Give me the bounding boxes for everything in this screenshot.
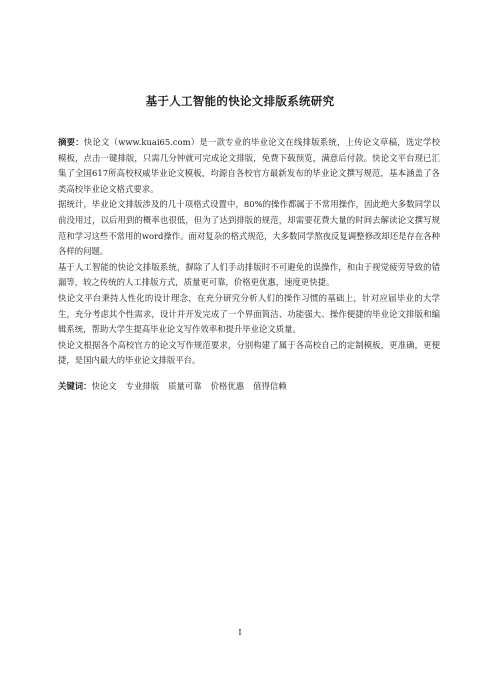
keyword: 值得信赖 (253, 380, 287, 391)
keyword: 快论文 (91, 380, 117, 391)
abstract-paragraph-4: 快论文平台秉持人性化的设计理念，在充分研究分析人们的操作习惯的基础上，针对应届毕业的大学生，充分考虑其个性需求，设计并开发完成了一个界面简洁、功能强大、操作便捷的毕业论文排版和编辑系统，帮助大学生提高毕业论文写作效率和提升毕业论文质量。 (58, 292, 440, 335)
keywords-line (58, 379, 440, 395)
keyword: 价格优惠 (210, 380, 245, 391)
abstract-paragraph-3: 基于人工智能的快论文排版系统，摒除了人们手动排版时不可避免的误操作，和由于视觉疲劳导致的错漏等，较之传统的人工排版方式，质量更可靠，价格更优惠，速度更快捷。 (58, 261, 440, 288)
page-number: I (238, 628, 242, 637)
keyword: 专业排版 (125, 380, 160, 391)
abstract-section (58, 135, 440, 395)
keyword: 质量可靠 (168, 380, 202, 391)
abstract-text-1: 快论文（www.kuai65.com）是一款专业的毕业论文在线排版系统，上传论文草稿，选定学校模板，点击一键排版，只需几分钟就可完成论文排版，免费下载预览，满意后付款。快论文平台现已汇集了全国617所高校权威毕业论文模板，均源自各校官方最新发布的毕业论文撰写规范，基本涵盖了各类高校毕业论文格式要求。 (58, 137, 440, 194)
keywords-label: 关键词： (58, 380, 92, 391)
abstract-paragraph-5: 快论文根据各个高校官方的论文写作规范要求，分别构建了属于各高校自己的定制模板，更准确，更便捷，是国内最大的毕业论文排版平台。 (58, 339, 440, 366)
abstract-paragraph-1 (58, 135, 440, 197)
abstract-label: 摘要： (58, 137, 84, 147)
abstract-paragraph-2: 据统计，毕业论文排版涉及的几十项格式设置中，80%的操作都属于不常用操作，因此绝大多数同学以前没用过，以后用到的概率也很低，但为了达到排版的规范，却需要花费大量的时间去解读论文撰写规范和学习这些不常用的word操作。面对复杂的格式规范，大多数同学熬夜反复调整修改却还是存在各种各样的问题。 (58, 199, 440, 257)
paper-title: 基于人工智能的快论文排版系统研究 (145, 94, 335, 108)
